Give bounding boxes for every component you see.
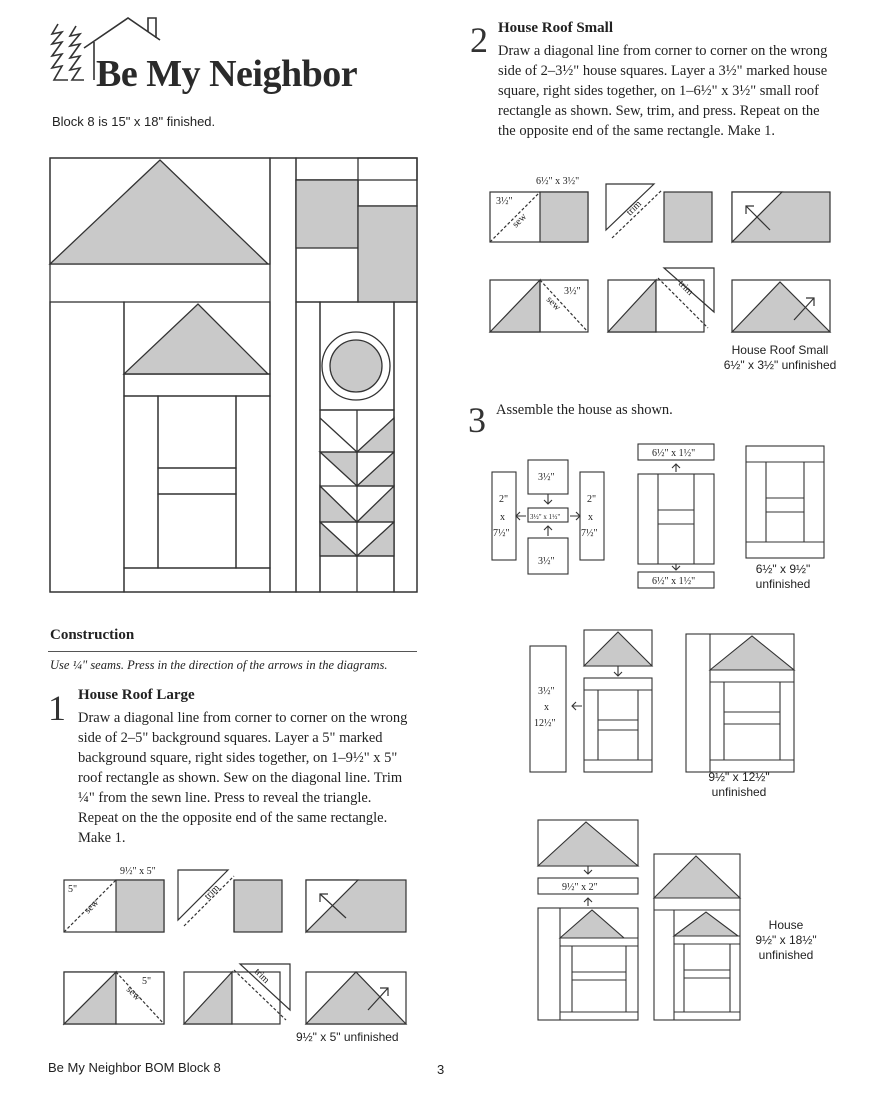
page-number: 3: [437, 1062, 445, 1077]
step-1-trim-label-2: trim: [251, 966, 272, 986]
step-1-body: Draw a diagonal line from corner to corner on the wrong side of 2–5" background squares. Layer a 5" marked background square, right sides together, on 1–9½" x 5" roof rectangle as shown. Sew on the diagonal line. Trim ¼" from the sewn line. Press to reveal the triangle. Repeat on the the opposite end of the same rectangle. Make 1.: [78, 710, 408, 846]
step-3-a-bottom: 3½": [538, 556, 555, 567]
construction-note: Use ¼" seams. Press in the direction of the arrows in the diagrams.: [50, 658, 388, 672]
step-3-a-right-2: x: [588, 512, 593, 523]
step-3-b-bottom: 6½" x 1½": [652, 576, 696, 587]
step-3-a-right-3: 7½": [581, 528, 598, 539]
step-2-trim-label: trim: [624, 198, 644, 219]
step-1-sew-label: sew: [82, 897, 102, 917]
page-title: Be My Neighbor: [96, 53, 358, 95]
step-1-dim-mid: 5": [142, 976, 152, 987]
step-1-diagrams: [58, 860, 418, 1050]
step-3-g-caption-1: House: [768, 918, 804, 932]
step-3-f-strip: 9½" x 2": [562, 882, 598, 893]
step-3-assembly-b: [526, 626, 836, 776]
step-1-number: 1: [48, 688, 66, 728]
step-2-caption: [720, 343, 840, 373]
flower-circle-inner: [330, 340, 382, 392]
step-3-a-left-1: 2": [499, 494, 509, 505]
step-3-g-caption-2: 9½" x 18½": [755, 933, 817, 947]
small-roof-triangle: [124, 304, 268, 374]
step-3-g-caption-3: unfinished: [758, 948, 814, 962]
step-3-a-left-3: 7½": [493, 528, 510, 539]
step-2-dim-mid: 3½": [564, 286, 581, 297]
large-roof-triangle: [50, 160, 268, 264]
step-3-b-top: 6½" x 1½": [652, 448, 696, 459]
step-1-dim-top: 9½" x 5": [120, 866, 156, 877]
step-2-dim-top: 6½" x 3½": [536, 176, 580, 187]
step-3-e-caption-1: 9½" x 12½": [708, 770, 770, 784]
step-3-g-caption: [746, 918, 826, 963]
step-2-caption-line-1: House Roof Small: [731, 343, 829, 357]
step-1-dim-side: 5": [68, 884, 78, 895]
step-2-caption-line-2: 6½" x 3½" unfinished: [723, 358, 837, 372]
step-2-diagrams: [484, 172, 840, 347]
step-2-title: House Roof Small: [498, 20, 614, 36]
step-3-c-caption-1: 6½" x 9½": [755, 562, 811, 576]
step-2-number: 2: [470, 20, 488, 60]
step-3-a-top: 3½": [538, 472, 555, 483]
block-size-note: Block 8 is 15" x 18" finished.: [52, 114, 216, 129]
step-3-d-side-2: x: [544, 702, 549, 713]
step-1-trim-label: trim: [202, 882, 222, 903]
step-3-number: 3: [468, 400, 486, 440]
step-3-e-caption: [694, 770, 784, 800]
step-3-c-caption: [738, 562, 828, 592]
step-1-sew-label-2: sew: [123, 984, 143, 1004]
block-8-diagram: [48, 156, 419, 594]
step-2-trim-label-2: trim: [675, 278, 696, 298]
step-2-body: Draw a diagonal line from corner to corner on the wrong side of 2–3½" house squares. Layer a 3½" marked house square, right sides together, on 1–6½" x 3½" small roof rectangle as shown. Sew, trim, and press. Repeat on the the opposite end of the same rectangle. Make 1.: [498, 43, 828, 139]
footer-title: Be My Neighbor BOM Block 8: [48, 1060, 221, 1075]
step-3-title: Assemble the house as shown.: [496, 402, 673, 418]
step-3-d-side-1: 3½": [538, 686, 555, 697]
step-2-sew-label-2: sew: [543, 294, 563, 314]
step-3-a-left-2: x: [500, 512, 505, 523]
step-3-a-mid: 3½" x 1½": [530, 513, 561, 521]
step-3-a-right-1: 2": [587, 494, 597, 505]
construction-rule: [48, 651, 417, 652]
step-2-sew-label: sew: [510, 211, 530, 231]
step-3-c-caption-2: unfinished: [755, 577, 811, 591]
step-2-dim-side: 3½": [496, 196, 513, 207]
step-3-d-side-3: 12½": [534, 718, 556, 729]
step-1-caption: 9½" x 5" unfinished: [296, 1030, 399, 1044]
construction-heading: Construction: [50, 627, 135, 643]
step-3-e-caption-2: unfinished: [711, 785, 767, 799]
step-1-title: House Roof Large: [78, 687, 195, 703]
